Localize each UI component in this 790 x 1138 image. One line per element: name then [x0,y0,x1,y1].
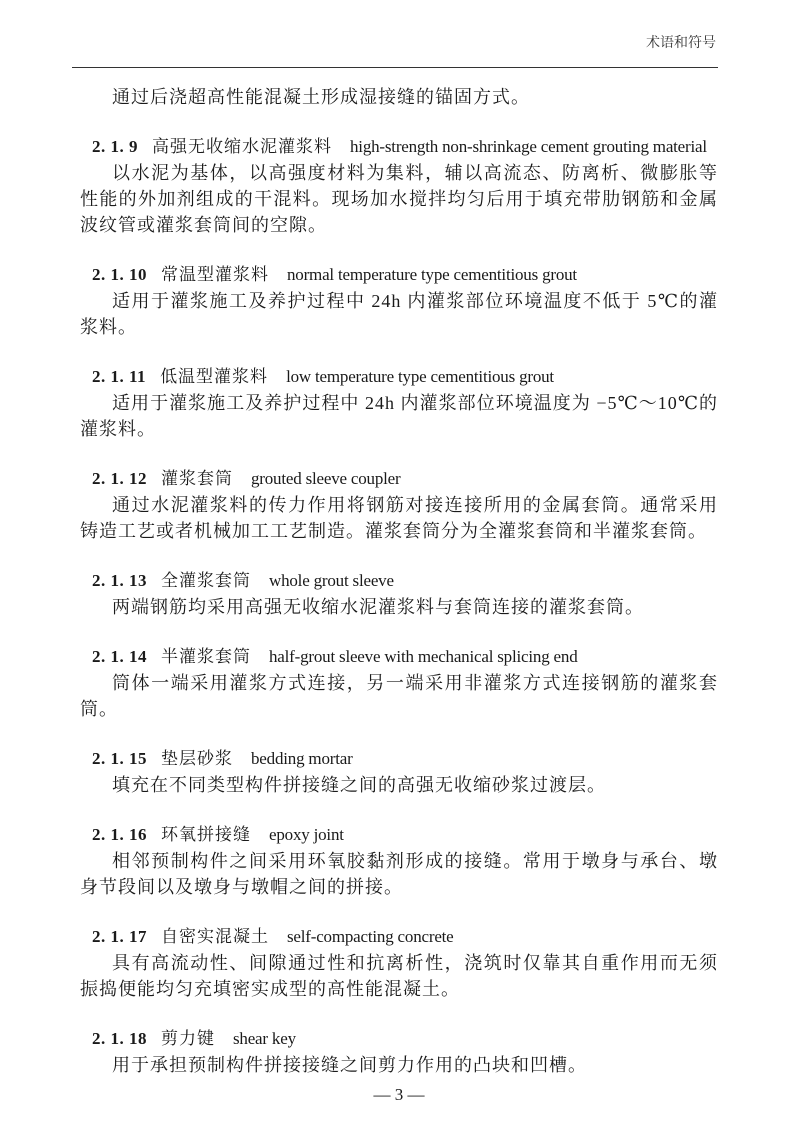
term-number: 2. 1. 17 [92,927,147,946]
term-chinese: 垫层砂浆 [161,749,233,768]
term-definition: 以水泥为基体，以高强度材料为集料，辅以高流态、防离析、微膨胀等性能的外加剂组成的干混料。现场加水搅拌均匀后用于填充带肋钢筋和金属波纹管或灌浆套筒间的空隙。 [80,163,718,235]
term-number: 2. 1. 18 [92,1029,147,1048]
term-number: 2. 1. 12 [92,469,147,488]
term-heading [80,1026,718,1052]
term-entry [80,466,718,544]
term-number: 2. 1. 10 [92,265,147,284]
term-definition: 填充在不同类型构件拼接缝之间的高强无收缩砂浆过渡层。 [112,775,606,795]
term-definition: 具有高流动性、间隙通过性和抗离析性，浇筑时仅靠其自重作用而无须振捣便能均匀充填密实成型的高性能混凝土。 [80,953,718,999]
term-entry [80,364,718,442]
term-entry [80,644,718,722]
term-chinese: 灌浆套筒 [161,469,233,488]
term-heading [80,568,718,594]
term-definition: 筒体一端采用灌浆方式连接，另一端采用非灌浆方式连接钢筋的灌浆套筒。 [80,673,718,719]
term-heading [80,134,718,160]
term-english: shear key [233,1029,296,1048]
term-entry [80,924,718,1002]
term-entry [80,822,718,900]
term-entry [80,262,718,340]
term-english: epoxy joint [269,825,344,844]
term-english: half-grout sleeve with mechanical splicing end [269,647,578,666]
term-chinese: 常温型灌浆料 [161,265,269,284]
intro-paragraph: 通过后浇超高性能混凝土形成湿接缝的锚固方式。 [112,87,530,107]
term-chinese: 自密实混凝土 [161,927,269,946]
term-definition: 适用于灌浆施工及养护过程中 24h 内灌浆部位环境温度不低于 5℃的灌浆料。 [80,291,718,337]
term-chinese: 低温型灌浆料 [160,367,269,386]
term-chinese: 剪力键 [161,1029,215,1048]
running-head: 术语和符号 [646,35,716,51]
term-number: 2. 1. 11 [92,367,147,386]
term-entry [80,746,718,798]
term-number: 2. 1. 14 [92,647,147,666]
term-heading [80,746,718,772]
term-heading [80,822,718,848]
term-heading [80,924,718,950]
term-number: 2. 1. 13 [92,571,147,590]
term-definition: 相邻预制构件之间采用环氧胶黏剂形成的接缝。常用于墩身与承台、墩身节段间以及墩身与墩帽之间的拼接。 [80,851,718,897]
term-chinese: 全灌浆套筒 [161,571,251,590]
term-number: 2. 1. 9 [92,137,138,156]
term-heading [80,364,718,390]
term-definition: 通过水泥灌浆料的传力作用将钢筋对接连接所用的金属套筒。通常采用铸造工艺或者机械加工工艺制造。灌浆套筒分为全灌浆套筒和半灌浆套筒。 [80,495,718,541]
term-definition: 适用于灌浆施工及养护过程中 24h 内灌浆部位环境温度为 −5℃～10℃的灌浆料。 [80,393,718,439]
term-english: high-strength non-shrinkage cement grouting material [350,137,707,156]
term-list [80,134,718,1078]
term-chinese: 高强无收缩水泥灌浆料 [152,137,332,156]
page-content [80,0,718,1138]
term-heading [80,466,718,492]
term-entry [80,134,718,238]
term-entry [80,568,718,620]
term-definition: 用于承担预制构件拼接接缝之间剪力作用的凸块和凹槽。 [112,1055,587,1075]
term-english: self-compacting concrete [287,927,454,946]
term-number: 2. 1. 16 [92,825,147,844]
term-definition: 两端钢筋均采用高强无收缩水泥灌浆料与套筒连接的灌浆套筒。 [112,597,644,617]
term-english: normal temperature type cementitious grout [287,265,577,284]
page-number: — 3 — [373,1085,425,1104]
term-english: whole grout sleeve [269,571,394,590]
term-chinese: 环氧拼接缝 [161,825,251,844]
term-heading [80,262,718,288]
term-entry [80,1026,718,1078]
term-english: grouted sleeve coupler [251,469,401,488]
term-english: low temperature type cementitious grout [286,367,554,386]
term-heading [80,644,718,670]
term-chinese: 半灌浆套筒 [161,647,251,666]
term-english: bedding mortar [251,749,353,768]
term-number: 2. 1. 15 [92,749,147,768]
